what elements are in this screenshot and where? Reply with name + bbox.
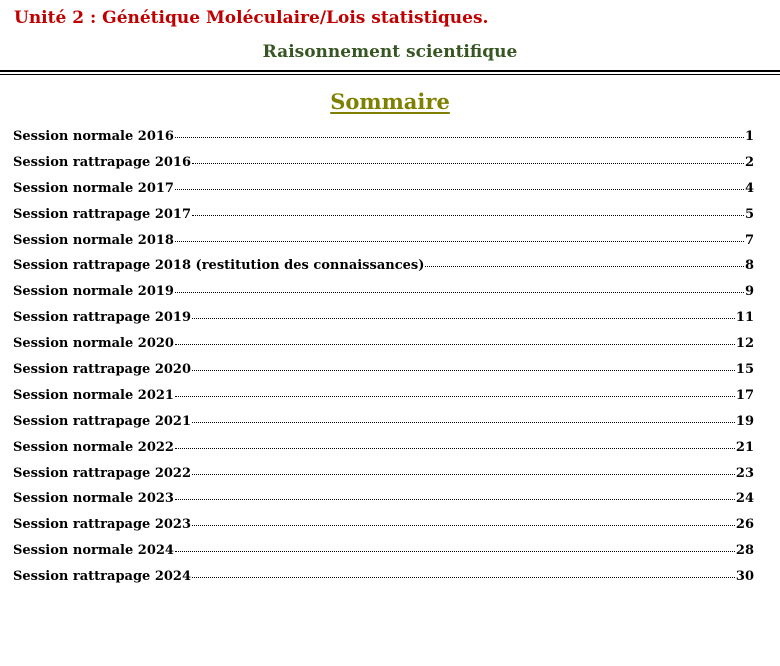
toc-entry-label: Session rattrapage 2017 <box>13 206 192 222</box>
unit-title: Unité 2 : Génétique Moléculaire/Lois statistiques. <box>14 8 489 28</box>
toc-entry-page-number: 9 <box>744 284 754 300</box>
toc-entry-page-number: 2 <box>744 154 754 170</box>
toc-entry[interactable] <box>13 178 754 204</box>
toc-entry-label: Session rattrapage 2020 <box>13 362 192 378</box>
toc-entry[interactable] <box>13 385 754 411</box>
toc-dot-leader <box>192 576 735 578</box>
toc-entry[interactable] <box>13 230 754 256</box>
toc-entry[interactable] <box>13 359 754 385</box>
toc-entry-page-number: 23 <box>735 465 754 481</box>
toc-entry-page-number: 24 <box>735 491 754 507</box>
toc-dot-leader <box>175 291 744 293</box>
toc-entry-label: Session rattrapage 2021 <box>13 413 192 429</box>
toc-entry[interactable] <box>13 463 754 489</box>
toc-entry-page-number: 4 <box>744 180 754 196</box>
toc-entry-label: Session rattrapage 2022 <box>13 465 192 481</box>
toc-entry-label: Session normale 2022 <box>13 439 174 455</box>
toc-entry-label: Session rattrapage 2016 <box>13 154 192 170</box>
toc-entry-label: Session normale 2016 <box>13 129 174 144</box>
toc-dot-leader <box>175 343 735 345</box>
toc-dot-leader <box>425 265 744 267</box>
toc-entry[interactable] <box>13 126 754 152</box>
toc-dot-leader <box>192 369 735 371</box>
toc-dot-leader <box>192 421 735 423</box>
toc-entry[interactable] <box>13 488 754 514</box>
toc-dot-leader <box>175 188 744 190</box>
toc-entry[interactable] <box>13 152 754 178</box>
toc-dot-leader <box>175 550 735 552</box>
toc-entry-label: Session normale 2018 <box>13 232 174 248</box>
page-header <box>0 0 780 74</box>
toc-dot-leader <box>175 447 735 449</box>
toc-entry[interactable] <box>13 411 754 437</box>
toc-dot-leader <box>192 214 744 216</box>
toc-dot-leader <box>175 240 744 242</box>
toc-entry-label: Session rattrapage 2019 <box>13 310 192 326</box>
toc-dot-leader <box>192 473 735 475</box>
toc-entry-page-number: 21 <box>735 439 754 455</box>
toc-entry-page-number: 30 <box>735 569 754 585</box>
toc-entry[interactable] <box>13 333 754 359</box>
toc-title: Sommaire <box>330 89 450 114</box>
toc-entry[interactable] <box>13 514 754 540</box>
toc-dot-leader <box>175 395 735 397</box>
toc-entry[interactable] <box>13 204 754 230</box>
toc-entry-page-number: 17 <box>735 387 754 403</box>
toc-list <box>13 126 754 592</box>
toc-entry-label: Session normale 2021 <box>13 387 174 403</box>
toc-entry-page-number: 5 <box>744 206 754 222</box>
toc-entry[interactable] <box>13 566 754 592</box>
toc-entry-page-number: 7 <box>744 232 754 248</box>
header-rule-thick <box>0 70 780 72</box>
toc-entry[interactable] <box>13 255 754 281</box>
toc-entry-page-number: 15 <box>735 362 754 378</box>
toc-dot-leader <box>192 162 744 164</box>
header-subtitle: Raisonnement scientifique <box>262 42 518 62</box>
toc-dot-leader <box>175 498 735 500</box>
toc-dot-leader <box>192 317 735 319</box>
header-rule-thin <box>0 74 780 75</box>
toc-entry-label: Session rattrapage 2024 <box>13 569 192 585</box>
toc-entry[interactable] <box>13 437 754 463</box>
toc-entry-label: Session normale 2024 <box>13 543 174 559</box>
toc-entry-page-number: 26 <box>735 517 754 533</box>
toc-entry-page-number: 28 <box>735 543 754 559</box>
toc-entry-label: Session rattrapage 2023 <box>13 517 192 533</box>
toc-entry-page-number: 8 <box>744 258 754 274</box>
toc-dot-leader <box>192 524 735 526</box>
toc-entry-label: Session normale 2019 <box>13 284 174 300</box>
toc-entry-label: Session normale 2023 <box>13 491 174 507</box>
toc-dot-leader <box>175 136 744 138</box>
toc-entry[interactable] <box>13 307 754 333</box>
toc-entry-page-number: 1 <box>744 129 754 144</box>
toc-entry-label: Session normale 2017 <box>13 180 174 196</box>
toc-entry[interactable] <box>13 540 754 566</box>
toc-entry-label: Session normale 2020 <box>13 336 174 352</box>
toc-entry-page-number: 11 <box>735 310 754 326</box>
toc-entry[interactable] <box>13 281 754 307</box>
toc-entry-label: Session rattrapage 2018 (restitution des connaissances) <box>13 258 425 274</box>
toc-entry-page-number: 19 <box>735 413 754 429</box>
toc-entry-page-number: 12 <box>735 336 754 352</box>
